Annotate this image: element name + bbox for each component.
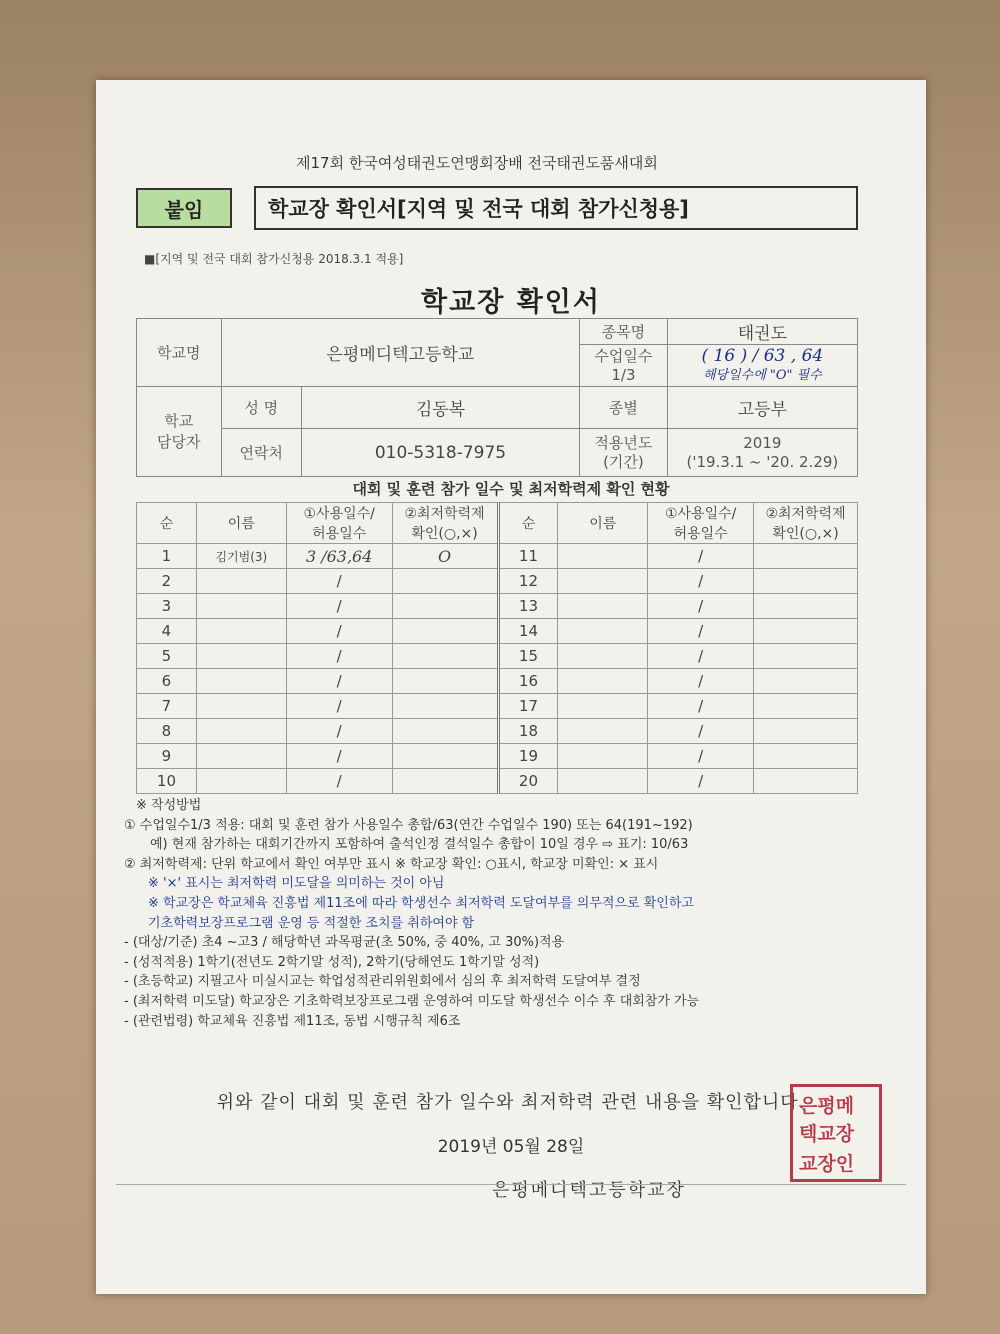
row-check xyxy=(392,694,498,719)
method-line-6: 기초학력보장프로그램 운영 등 적절한 조치를 취하여야 함 xyxy=(148,915,475,931)
writing-instructions xyxy=(124,796,914,1031)
table-row xyxy=(137,619,858,644)
row-days: / xyxy=(286,594,392,619)
row-no: 10 xyxy=(137,769,197,794)
method-line-10: - (최저학력 미도달) 학교장은 기초학력보장프로그램 운영하여 미도달 학생선수 이수 후 대회참가 가능 xyxy=(124,993,700,1009)
bottom-rule xyxy=(116,1184,906,1185)
form-title: 학교장 확인서[지역 및 전국 대회 참가신청용] xyxy=(254,186,858,230)
col-name-right: 이름 xyxy=(558,503,648,544)
row-days-right: / xyxy=(648,569,754,594)
method-line-3: ② 최저학력제: 단위 학교에서 확인 여부만 표시 ※ 학교장 확인: ○표시, 학교장 미확인: × 표시 xyxy=(124,856,659,872)
row-check xyxy=(392,644,498,669)
event-title: 제17회 한국여성태권도연맹회장배 전국태권도품새대회 xyxy=(296,154,658,172)
row-no: 5 xyxy=(137,644,197,669)
row-name-right xyxy=(558,769,648,794)
method-line-7: - (대상/기준) 초4 ~고3 / 해당학년 과목평균(초 50%, 중 40%, 고 30%)적용 xyxy=(124,935,565,951)
col-days-right: ①사용일수/ 허용일수 xyxy=(648,503,754,544)
row-check xyxy=(392,619,498,644)
table-row xyxy=(137,569,858,594)
row-check xyxy=(392,769,498,794)
row-no: 1 xyxy=(137,544,197,569)
school-value: 은평메디텍고등학교 xyxy=(221,319,580,387)
row-days-right: / xyxy=(648,719,754,744)
phone-value: 010-5318-7975 xyxy=(301,429,579,477)
school-seal-stamp: 은평메 텍교장 교장인 xyxy=(790,1084,882,1182)
row-name-right xyxy=(558,594,648,619)
row-days-right: / xyxy=(648,744,754,769)
row-no: 7 xyxy=(137,694,197,719)
row-name-right xyxy=(558,669,648,694)
sport-label: 종목명 xyxy=(580,319,668,345)
row-days-right: / xyxy=(648,594,754,619)
method-heading: ※ 작성방법 xyxy=(136,798,202,813)
roster-section-title: 대회 및 훈련 참가 일수 및 최저학력제 확인 현황 xyxy=(352,480,670,498)
row-name: 김기범(3) xyxy=(196,544,286,569)
method-line-1: ① 수업일수1/3 적용: 대회 및 훈련 참가 사용일수 총합/63(연간 수업일수 190) 또는 64(191~192) xyxy=(124,817,693,833)
row-days-right: / xyxy=(648,544,754,569)
row-check-right xyxy=(754,619,858,644)
row-name-right xyxy=(558,544,648,569)
row-days-right: / xyxy=(648,644,754,669)
row-days: / xyxy=(286,569,392,594)
row-days: / xyxy=(286,769,392,794)
row-no: 6 xyxy=(137,669,197,694)
row-name xyxy=(196,569,286,594)
days-value: ( 16 ) / 63 , 64 xyxy=(701,345,824,366)
row-check-right xyxy=(754,769,858,794)
col-no-right: 순 xyxy=(498,503,558,544)
school-label: 학교명 xyxy=(137,319,222,387)
row-check-right xyxy=(754,594,858,619)
principal-signature-line: 은평메디텍고등학교장 xyxy=(492,1180,686,1201)
row-no-right: 14 xyxy=(498,619,558,644)
row-check: O xyxy=(392,544,498,569)
row-check-right xyxy=(754,644,858,669)
row-check-right xyxy=(754,569,858,594)
row-days-right: / xyxy=(648,619,754,644)
row-no-right: 17 xyxy=(498,694,558,719)
table-row xyxy=(137,744,858,769)
row-days: / xyxy=(286,669,392,694)
col-check-right: ②최저학력제 확인(○,×) xyxy=(754,503,858,544)
table-row xyxy=(137,594,858,619)
method-line-4: ※ '×' 표시는 최저학력 미도달을 의미하는 것이 아님 xyxy=(148,876,445,892)
roster-header-row xyxy=(137,503,858,544)
row-days-right: / xyxy=(648,769,754,794)
contact-group-label: 학교 담당자 xyxy=(137,387,222,477)
row-no-right: 20 xyxy=(498,769,558,794)
row-days-right: / xyxy=(648,669,754,694)
row-name xyxy=(196,644,286,669)
row-check xyxy=(392,719,498,744)
school-info-table xyxy=(136,318,858,477)
row-name xyxy=(196,619,286,644)
method-line-2: 예) 현재 참가하는 대회기간까지 포함하여 출석인정 결석일수 총합이 10일 경우 ⇨ 표기: 10/63 xyxy=(150,837,689,853)
year-label: 적용년도 (기간) xyxy=(580,429,668,477)
col-name: 이름 xyxy=(196,503,286,544)
row-no-right: 11 xyxy=(498,544,558,569)
name-label: 성 명 xyxy=(221,387,301,429)
row-check xyxy=(392,569,498,594)
row-days: 3 /63,64 xyxy=(286,544,392,569)
row-name-right xyxy=(558,694,648,719)
row-no: 2 xyxy=(137,569,197,594)
table-row xyxy=(137,644,858,669)
applicability-note: ■[지역 및 전국 대회 참가신청용 2018.3.1 적용] xyxy=(144,252,404,266)
row-no: 9 xyxy=(137,744,197,769)
confirmation-statement: 위와 같이 대회 및 훈련 참가 일수와 최저학력 관련 내용을 확인합니다. xyxy=(216,1092,806,1113)
row-name-right xyxy=(558,719,648,744)
row-check xyxy=(392,594,498,619)
row-check xyxy=(392,744,498,769)
row-name xyxy=(196,744,286,769)
table-row xyxy=(137,719,858,744)
days-hint: 해당일수에 "O" 필수 xyxy=(702,367,822,383)
row-name xyxy=(196,694,286,719)
row-check-right xyxy=(754,544,858,569)
row-no-right: 13 xyxy=(498,594,558,619)
col-no: 순 xyxy=(137,503,197,544)
row-no: 4 xyxy=(137,619,197,644)
table-row xyxy=(137,669,858,694)
row-name-right xyxy=(558,744,648,769)
row-name xyxy=(196,669,286,694)
method-line-11: - (관련법령) 학교체육 진흥법 제11조, 동법 시행규칙 제6조 xyxy=(124,1013,461,1029)
row-check-right xyxy=(754,719,858,744)
issue-date: 2019년 05월 28일 xyxy=(437,1137,585,1157)
row-check xyxy=(392,669,498,694)
method-line-8: - (성적적용) 1학기(전년도 2학기말 성적), 2학기(당해연도 1학기말 성적) xyxy=(124,954,540,970)
row-name-right xyxy=(558,644,648,669)
row-days: / xyxy=(286,619,392,644)
participation-table xyxy=(136,502,858,794)
row-check-right xyxy=(754,744,858,769)
name-value: 김동복 xyxy=(301,387,579,429)
row-days-right: / xyxy=(648,694,754,719)
row-no: 3 xyxy=(137,594,197,619)
row-no-right: 18 xyxy=(498,719,558,744)
row-name-right xyxy=(558,619,648,644)
days-label: 수업일수 1/3 xyxy=(580,345,668,387)
phone-label: 연락처 xyxy=(221,429,301,477)
row-name xyxy=(196,769,286,794)
row-days: / xyxy=(286,644,392,669)
table-row xyxy=(137,544,858,569)
method-line-5: ※ 학교장은 학교체육 진흥법 제11조에 따라 학생선수 최저학력 도달여부를 의무적으로 확인하고 xyxy=(148,895,694,911)
document-title: 학교장 확인서 xyxy=(421,287,601,318)
row-no-right: 16 xyxy=(498,669,558,694)
method-line-9: - (초등학교) 지필고사 미실시교는 학업성적관리위원회에서 심의 후 최저학력 도달여부 결정 xyxy=(124,974,641,990)
attachment-tag: 붙임 xyxy=(136,188,232,228)
table-row xyxy=(137,769,858,794)
row-no-right: 15 xyxy=(498,644,558,669)
category-value: 고등부 xyxy=(667,387,857,429)
row-no: 8 xyxy=(137,719,197,744)
sport-value: 태권도 xyxy=(667,319,857,345)
document-sheet xyxy=(96,80,926,1294)
row-name xyxy=(196,594,286,619)
row-no-right: 12 xyxy=(498,569,558,594)
row-days: / xyxy=(286,744,392,769)
year-value: 2019 xyxy=(743,433,782,452)
category-label: 종별 xyxy=(580,387,668,429)
row-name xyxy=(196,719,286,744)
row-check-right xyxy=(754,669,858,694)
year-period: ('19.3.1 ~ '20. 2.29) xyxy=(686,452,839,471)
table-row xyxy=(137,694,858,719)
row-days: / xyxy=(286,694,392,719)
row-days: / xyxy=(286,719,392,744)
col-check: ②최저학력제 확인(○,×) xyxy=(392,503,498,544)
row-no-right: 19 xyxy=(498,744,558,769)
col-days: ①사용일수/ 허용일수 xyxy=(286,503,392,544)
row-check-right xyxy=(754,694,858,719)
days-value-cell xyxy=(667,345,857,387)
row-name-right xyxy=(558,569,648,594)
year-value-cell xyxy=(667,429,857,477)
